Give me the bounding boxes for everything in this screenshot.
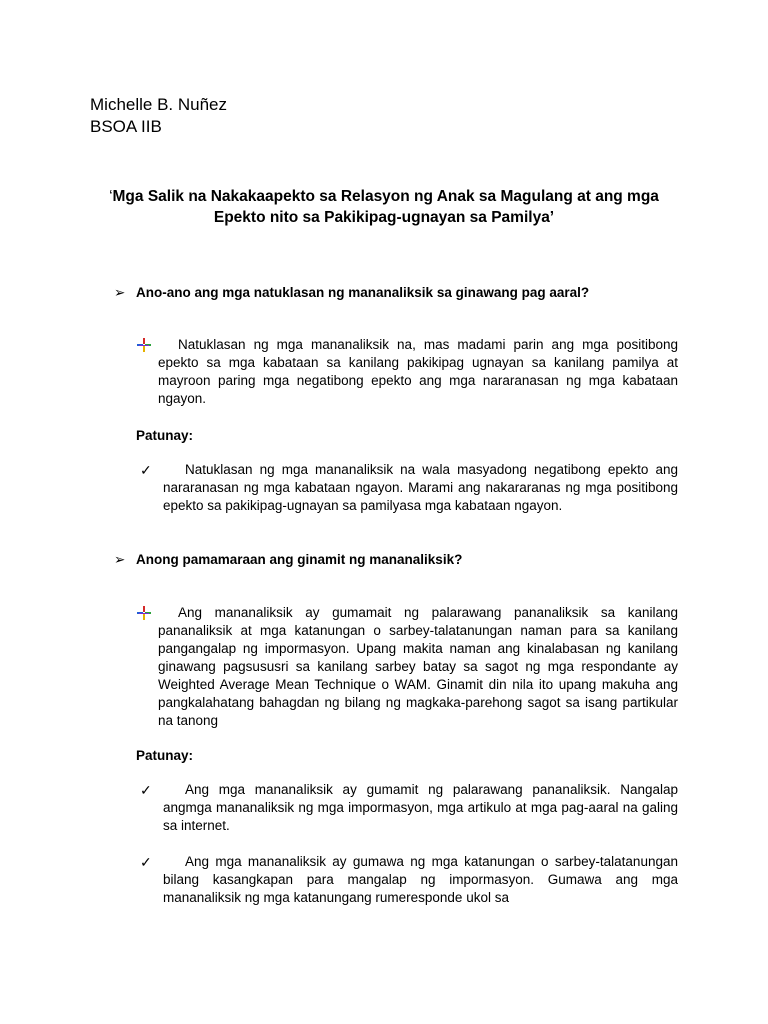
question-2-text: Anong pamamaraan ang ginamit ng mananaliksik?: [136, 552, 463, 567]
check-mark-icon: ✓: [140, 854, 152, 870]
finding-1: [158, 336, 678, 408]
arrow-bullet-icon: ➢: [114, 285, 126, 300]
author-course: BSOA IIB: [90, 117, 162, 136]
author-block: [90, 94, 227, 138]
question-1: [114, 284, 589, 302]
proof-1-1-text: Natuklasan ng mga mananaliksik na wala masyadong negatibong epekto ang nararanasan ng mga kabataan ngayon. Marami ang nakararanas ng mga positibong epekto sa pakikipag-ugnayan sa pamilyasa mga kabataan ngayon.: [163, 462, 678, 513]
question-1-text: Ano-ano ang mga natuklasan ng mananaliksik sa ginawang pag aaral?: [136, 285, 590, 300]
proof-2-1-text: Ang mga mananaliksik ay gumamit ng palarawang pananaliksik. Nangalap angmga mananaliksik ng mga impormasyon, mga artikulo at mga pag-aaral na galing sa internet.: [163, 782, 678, 833]
finding-2-text: Ang mananaliksik ay gumamait ng palarawang pananaliksik sa kanilang pananaliksik at mga katanungan o sarbey-talatanungan naman para sa kanilang pangangalap ng impormasyon. Upang makita naman ang kinalabasan ng kanilang ginawang pagsususri sa kanilang sarbey batay sa sagot ng mga respondante ay Weighted Average Mean Technique o WAM. Ginamit din nila ito upang makuha ang pangkalahatang bahagdan ng bilang ng magkaka-parehong sagot sa isang partikular na tanong: [158, 605, 678, 728]
title-open-quote: ‘: [109, 188, 113, 205]
proof-2-1: [163, 781, 678, 835]
proof-2-2: [163, 853, 678, 907]
author-name: Michelle B. Nuñez: [90, 95, 228, 114]
proof-label-1: Patunay:: [136, 428, 194, 443]
document-title: [88, 186, 680, 228]
proof-1-1: [163, 461, 678, 515]
quad-color-plus-bullet-icon: [137, 338, 151, 352]
finding-1-text: Natuklasan ng mga mananaliksik na, mas madami parin ang mga positibong epekto sa mga kabataan sa kanilang pakikipag ugnayan sa kanilang pamilya at mayroon paring mga negatibong epekto ang mga nararanasan ng mga kabataan ngayon.: [158, 337, 678, 406]
title-text: Mga Salik na Nakakaapekto sa Relasyon ng Anak sa Magulang at ang mga Epekto nito sa Pakikipag-ugnayan sa Pamilya’: [112, 188, 659, 226]
question-2: [114, 551, 462, 569]
check-mark-icon: ✓: [140, 462, 152, 478]
proof-2-2-text: Ang mga mananaliksik ay gumawa ng mga katanungan o sarbey-talatanungan bilang kasangkapan para mangalap ng impormasyon. Gumawa ang mga mananaliksik ng mga katanungang rumeresponde ukol sa: [163, 854, 678, 905]
finding-2: [158, 604, 678, 730]
check-mark-icon: ✓: [140, 782, 152, 798]
arrow-bullet-icon: ➢: [114, 552, 126, 567]
proof-label-2: Patunay:: [136, 748, 194, 763]
quad-color-plus-bullet-icon: [137, 606, 151, 620]
